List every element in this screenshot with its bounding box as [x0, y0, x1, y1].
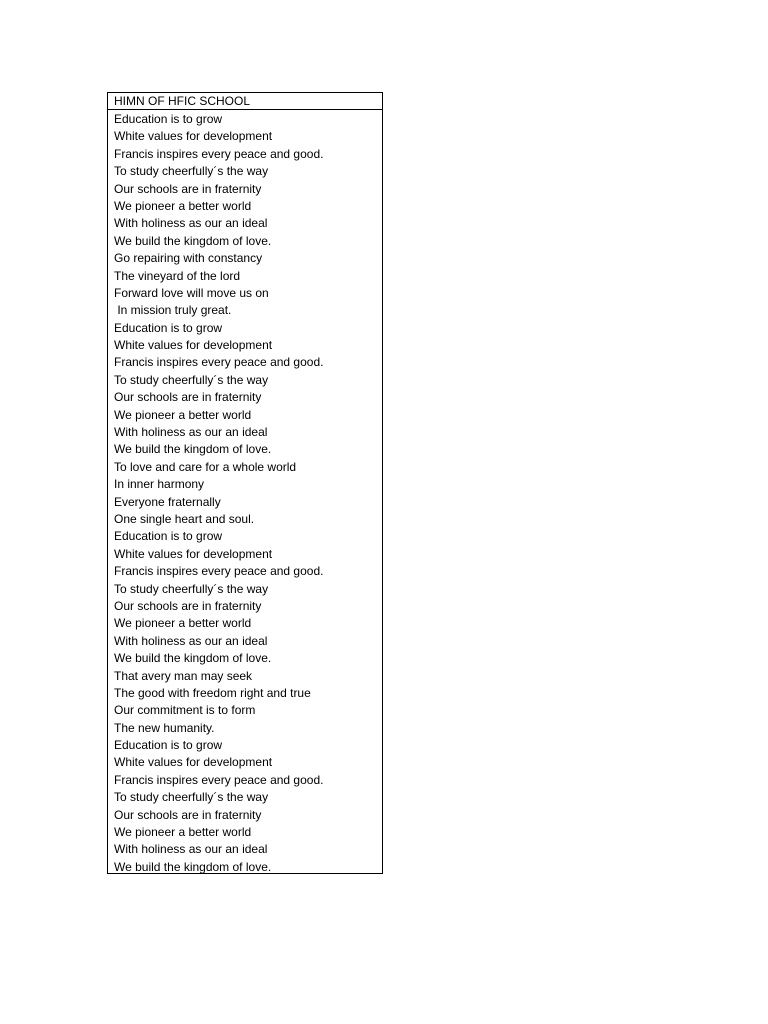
hymn-line: To study cheerfully´s the way: [114, 372, 269, 387]
hymn-line: In inner harmony: [114, 477, 205, 492]
hymn-line: We pioneer a better world: [114, 616, 252, 631]
hymn-line: The new humanity.: [114, 720, 215, 735]
hymn-line: We build the kingdom of love.: [114, 859, 272, 874]
hymn-line: Our commitment is to form: [114, 703, 256, 718]
hymn-line: The good with freedom right and true: [114, 685, 311, 700]
hymn-line: To study cheerfully´s the way: [114, 790, 269, 805]
hymn-title: HIMN OF HFIC SCHOOL: [108, 93, 382, 110]
hymn-line: White values for development: [114, 129, 273, 144]
hymn-line: Education is to grow: [114, 112, 223, 126]
hymn-line: That avery man may seek: [114, 668, 253, 683]
hymn-lines: [108, 110, 382, 876]
hymn-line: With holiness as our an ideal: [114, 633, 268, 648]
hymn-line: One single heart and soul.: [114, 511, 255, 526]
hymn-line: Forward love will move us on: [114, 285, 269, 300]
hymn-line: Everyone fraternally: [114, 494, 221, 509]
hymn-line: We pioneer a better world: [114, 407, 252, 422]
hymn-line: Our schools are in fraternity: [114, 598, 262, 613]
hymn-line: Education is to grow: [114, 529, 223, 544]
hymn-line: In mission truly great.: [114, 303, 232, 318]
hymn-line: To study cheerfully´s the way: [114, 581, 269, 596]
hymn-line: To study cheerfully´s the way: [114, 164, 269, 179]
hymn-line: The vineyard of the lord: [114, 268, 241, 283]
hymn-line: Our schools are in fraternity: [114, 390, 262, 405]
hymn-line: White values for development: [114, 546, 273, 561]
hymn-line: We pioneer a better world: [114, 198, 252, 213]
hymn-line: Francis inspires every peace and good.: [114, 146, 324, 161]
hymn-line: Our schools are in fraternity: [114, 807, 262, 822]
hymn-line: We build the kingdom of love.: [114, 651, 272, 666]
hymn-line: Education is to grow: [114, 738, 223, 753]
hymn-line: With holiness as our an ideal: [114, 842, 268, 857]
hymn-line: We build the kingdom of love.: [114, 233, 272, 248]
hymn-line: Francis inspires every peace and good.: [114, 355, 324, 370]
hymn-line: With holiness as our an ideal: [114, 425, 268, 440]
hymn-line: Francis inspires every peace and good.: [114, 564, 324, 579]
hymn-line: White values for development: [114, 755, 273, 770]
hymn-table: [107, 92, 383, 874]
hymn-line: White values for development: [114, 338, 273, 353]
hymn-line: We build the kingdom of love.: [114, 442, 272, 457]
hymn-line: Go repairing with constancy: [114, 251, 263, 266]
hymn-line: Our schools are in fraternity: [114, 181, 262, 196]
hymn-line: With holiness as our an ideal: [114, 216, 268, 231]
hymn-line: Education is to grow: [114, 320, 223, 335]
hymn-line: Francis inspires every peace and good.: [114, 772, 324, 787]
hymn-line: We pioneer a better world: [114, 825, 252, 840]
hymn-line: To love and care for a whole world: [114, 459, 297, 474]
